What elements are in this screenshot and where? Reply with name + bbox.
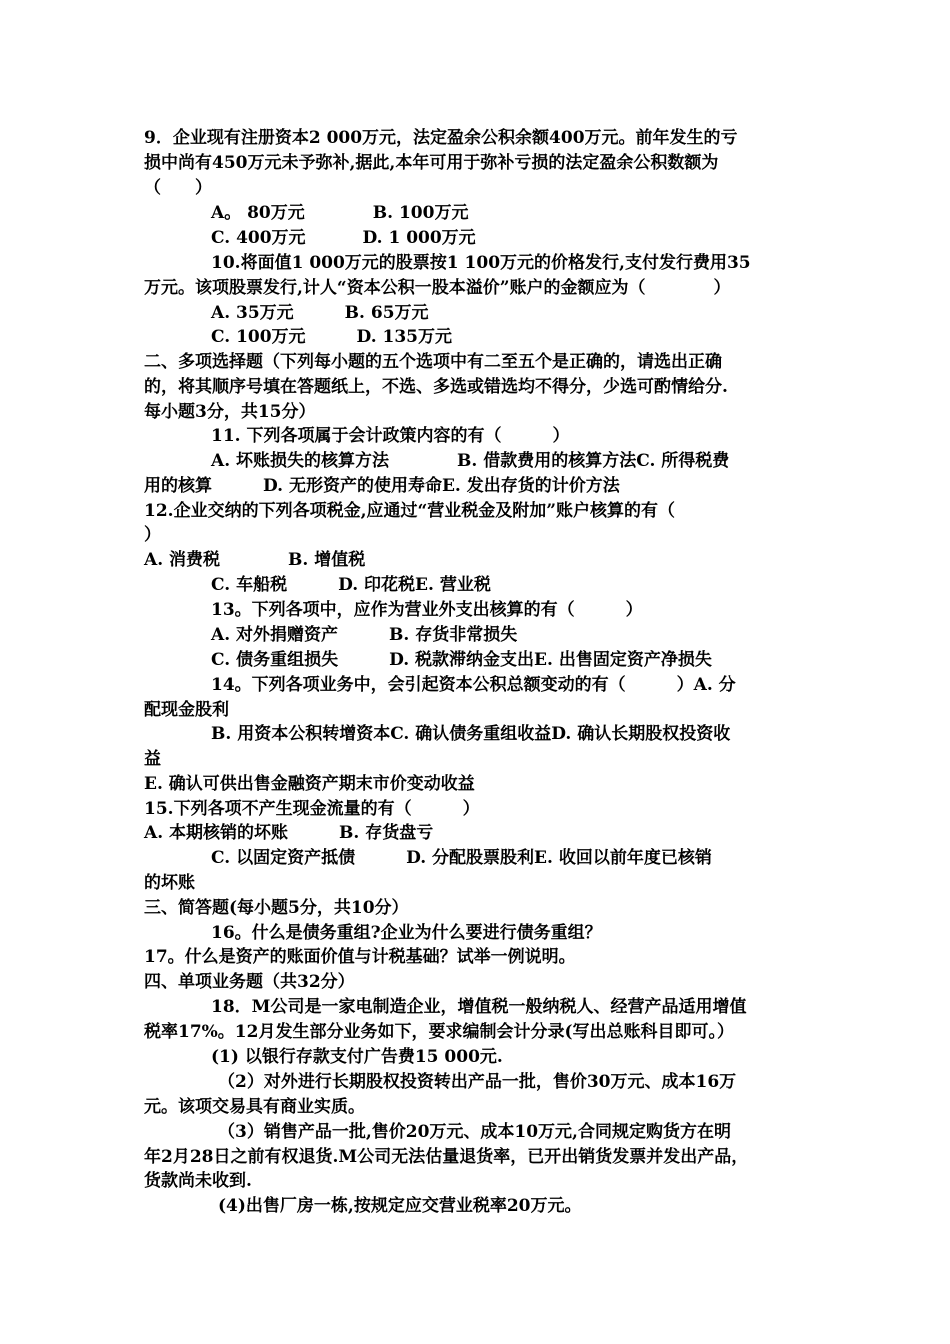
text-line: C. 100万元 D. 135万元 <box>211 327 453 347</box>
text-line: B. 用资本公积转增资本C. 确认债务重组收益D. 确认长期股权投资收 <box>211 724 731 744</box>
text-line: 货款尚未收到. <box>144 1171 252 1191</box>
text-line: ） <box>144 525 161 545</box>
text-line: C. 车船税 D. 印花税E. 营业税 <box>211 575 491 595</box>
text-line: A. 消费税 B. 增值税 <box>144 550 366 570</box>
section-heading: 三、简答题(每小题5分，共10分） <box>144 898 409 918</box>
text-line: 每小题3分，共15分） <box>144 402 316 422</box>
text-line: 11. 下列各项属于会计政策内容的有（ ） <box>211 426 570 446</box>
text-line: （2）对外进行长期股权投资转出产品一批，售价30万元、成本16万 <box>218 1072 737 1092</box>
text-line: 用的核算 D. 无形资产的使用寿命E. 发出存货的计价方法 <box>144 476 620 496</box>
text-line: 10.将面值1 000万元的股票按1 100万元的价格发行,支付发行费用35 <box>211 253 751 273</box>
text-line: 18．M公司是一家电制造企业，增值税一般纳税人、经营产品适用增值 <box>211 997 747 1017</box>
text-line: C. 400万元 D. 1 000万元 <box>211 228 476 248</box>
text-line: 元。该项交易具有商业实质。 <box>144 1097 365 1117</box>
text-line: E. 确认可供出售金融资产期末市价变动收益 <box>144 774 475 794</box>
text-line: (4)出售厂房一栋,按规定应交营业税率20万元。 <box>218 1196 582 1216</box>
text-line: （ ） <box>144 178 212 198</box>
text-line: A. 本期核销的坏账 B. 存货盘亏 <box>144 823 434 843</box>
text-line: （3）销售产品一批,售价20万元、成本10万元,合同规定购货方在明 <box>218 1122 731 1142</box>
text-line: A. 对外捐赠资产 B. 存货非常损失 <box>211 625 518 645</box>
text-line: 损中尚有450万元未予弥补,据此,本年可用于弥补亏损的法定盈余公积数额为 <box>144 153 719 173</box>
text-line: 万元。该项股票发行,计人“资本公积一股本溢价”账户的金额应为（ ） <box>144 278 731 298</box>
text-line: C. 债务重组损失 D. 税款滞纳金支出E. 出售固定资产净损失 <box>211 650 712 670</box>
text-line: 年2月28日之前有权退货.M公司无法估量退货率，已开出销货发票并发出产品， <box>144 1147 749 1167</box>
section-heading: 四、单项业务题（共32分） <box>144 972 355 992</box>
text-line: 16。什么是债务重组?企业为什么要进行债务重组？ <box>211 923 602 943</box>
text-line: A。 80万元 B. 100万元 <box>211 203 469 223</box>
text-line: 益 <box>144 749 161 769</box>
text-line: 税率17%。12月发生部分业务如下，要求编制会计分录(写出总账科目即可。） <box>144 1022 735 1042</box>
text-line: A. 35万元 B. 65万元 <box>211 303 429 323</box>
text-line: 配现金股利 <box>144 700 229 720</box>
text-line: 9．企业现有注册资本2 000万元，法定盈余公积余额400万元。前年发生的亏 <box>144 128 738 148</box>
text-line: 14。下列各项业务中，会引起资本公积总额变动的有（ ）A. 分 <box>211 675 736 695</box>
text-line: 13。下列各项中，应作为营业外支出核算的有（ ） <box>211 600 643 620</box>
text-line: 12.企业交纳的下列各项税金,应通过“营业税金及附加”账户核算的有（ <box>144 501 676 521</box>
text-line: 的坏账 <box>144 873 195 893</box>
text-line: (1) 以银行存款支付广告费15 000元. <box>211 1047 503 1067</box>
text-line: C. 以固定资产抵债 D. 分配股票股利E. 收回以前年度已核销 <box>211 848 712 868</box>
text-line: 17。什么是资产的账面价值与计税基础？试举一例说明。 <box>144 947 576 967</box>
section-heading: 二、多项选择题（下列每小题的五个选项中有二至五个是正确的，请选出正确 <box>144 352 722 372</box>
text-line: 的，将其顺序号填在答题纸上，不选、多选或错选均不得分，少选可酌情给分. <box>144 377 728 397</box>
text-line: A. 坏账损失的核算方法 B. 借款费用的核算方法C. 所得税费 <box>211 451 730 471</box>
text-line: 15.下列各项不产生现金流量的有（ ） <box>144 799 480 819</box>
